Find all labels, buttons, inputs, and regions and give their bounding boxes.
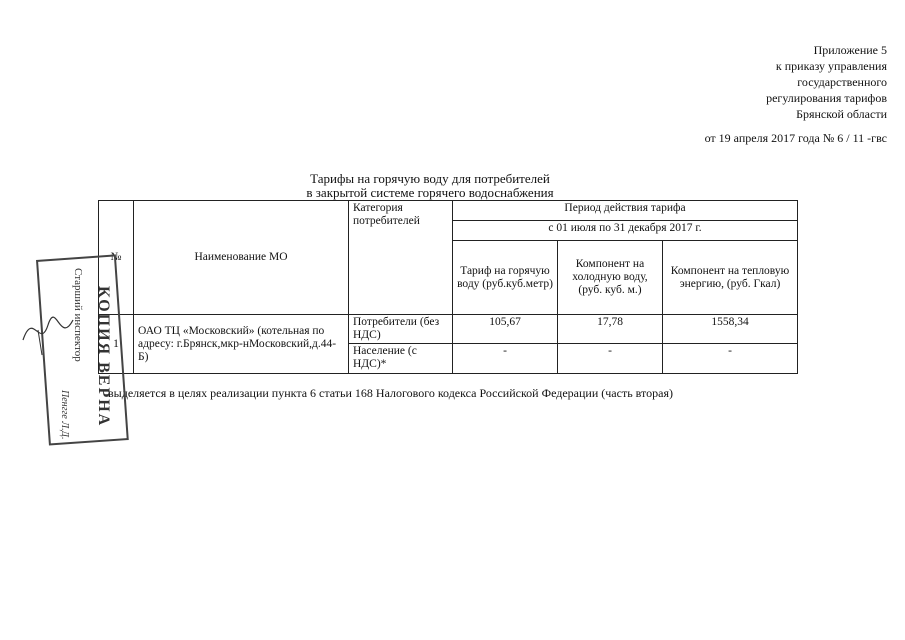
row-category: Потребители (без НДС): [349, 315, 453, 344]
row-number: 1: [99, 315, 134, 374]
row-tariff: 105,67: [453, 315, 558, 344]
header-category: Категория потребителей: [349, 201, 453, 315]
row-mo-name: ОАО ТЦ «Московский» (котельная по адресу: г.Брянск,мкр-нМосковский,д.44-Б): [134, 315, 349, 374]
header-cold-water: Компонент на холодную воду, (руб. куб. м.): [558, 241, 663, 315]
row-cold-water: 17,78: [558, 315, 663, 344]
row-category: Население (с НДС)*: [349, 344, 453, 374]
tariff-table: [98, 200, 798, 374]
stamp-main-text: КОПИЯ ВЕРНА: [95, 286, 112, 428]
row-thermal-energy: -: [663, 344, 798, 374]
signature-icon: [18, 300, 78, 360]
appendix-header: [705, 42, 887, 146]
appendix-line: к приказу управления: [775, 59, 887, 73]
row-thermal-energy: 1558,34: [663, 315, 798, 344]
header-mo-name: Наименование МО: [134, 201, 349, 315]
row-cold-water: -: [558, 344, 663, 374]
header-period: Период действия тарифа: [453, 201, 798, 221]
appendix-line: регулирования тарифов: [766, 91, 887, 105]
appendix-date: от 19 апреля 2017 года № 6 / 11 -гвс: [704, 131, 887, 145]
footnote: выделяется в целях реализации пункта 6 статьи 168 Налогового кодекса Российской Федерации (часть вторая): [108, 386, 673, 400]
table-row: [99, 315, 798, 344]
appendix-line: Брянской области: [796, 107, 887, 121]
row-tariff: -: [453, 344, 558, 374]
appendix-line: государственного: [797, 75, 887, 89]
stamp-signer-text: Пенгге Л.Д.: [59, 390, 70, 440]
document-title: [250, 172, 610, 200]
stamp-inspector-text: Старший инспектор: [72, 268, 84, 362]
title-line-1: Тарифы на горячую воду для потребителей: [310, 171, 550, 186]
title-line-2: в закрытой системе горячего водоснабжения: [306, 185, 554, 200]
header-row-1: [99, 201, 798, 221]
header-tariff: Тариф на горячую воду (руб.куб.метр): [453, 241, 558, 315]
header-number: №: [99, 201, 134, 315]
header-period-range: с 01 июля по 31 декабря 2017 г.: [453, 221, 798, 241]
appendix-line: Приложение 5: [813, 43, 887, 57]
header-thermal-energy: Компонент на тепловую энергию, (руб. Гкал): [663, 241, 798, 315]
